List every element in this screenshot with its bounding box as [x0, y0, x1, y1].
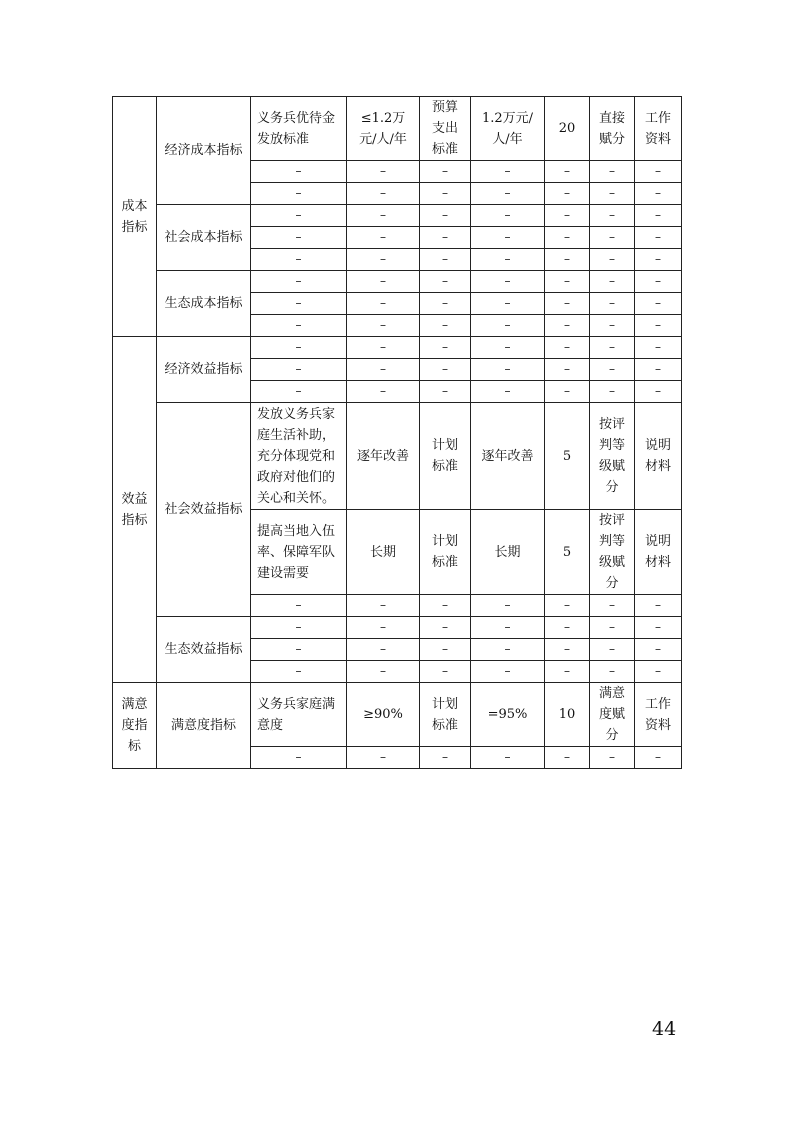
- score-cell: –: [545, 293, 590, 315]
- basis-cell: –: [420, 617, 471, 639]
- target-value-cell: –: [347, 271, 420, 293]
- secondary-indicator-cell: 经济效益指标: [157, 337, 251, 403]
- table-row: [113, 271, 682, 293]
- evidence-cell: –: [635, 661, 682, 683]
- basis-cell: 预算 支出 标准: [420, 97, 471, 161]
- evidence-cell: –: [635, 359, 682, 381]
- basis-cell: –: [420, 161, 471, 183]
- actual-value-cell: 1.2万元/ 人/年: [471, 97, 545, 161]
- score-cell: –: [545, 747, 590, 769]
- basis-cell: –: [420, 747, 471, 769]
- evidence-cell: –: [635, 639, 682, 661]
- scoring-method-cell: –: [590, 205, 635, 227]
- target-value-cell: ≥90%: [347, 683, 420, 747]
- indicator-name-cell: –: [251, 271, 347, 293]
- indicator-name-cell: 提高当地入伍 率、保障军队 建设需要: [251, 510, 347, 595]
- scoring-method-cell: –: [590, 617, 635, 639]
- basis-cell: –: [420, 227, 471, 249]
- indicator-name-cell: –: [251, 161, 347, 183]
- target-value-cell: –: [347, 183, 420, 205]
- score-cell: –: [545, 337, 590, 359]
- score-cell: –: [545, 315, 590, 337]
- score-cell: –: [545, 271, 590, 293]
- evidence-cell: –: [635, 205, 682, 227]
- actual-value-cell: –: [471, 227, 545, 249]
- indicator-name-cell: –: [251, 293, 347, 315]
- evidence-cell: 工作 资料: [635, 683, 682, 747]
- evidence-cell: –: [635, 271, 682, 293]
- evidence-cell: –: [635, 381, 682, 403]
- secondary-indicator-cell: 社会成本指标: [157, 205, 251, 271]
- target-value-cell: –: [347, 595, 420, 617]
- actual-value-cell: –: [471, 183, 545, 205]
- score-cell: –: [545, 249, 590, 271]
- indicator-name-cell: –: [251, 337, 347, 359]
- target-value-cell: –: [347, 381, 420, 403]
- scoring-method-cell: –: [590, 359, 635, 381]
- scoring-method-cell: –: [590, 639, 635, 661]
- basis-cell: 计划 标准: [420, 683, 471, 747]
- actual-value-cell: –: [471, 249, 545, 271]
- score-cell: –: [545, 205, 590, 227]
- score-cell: –: [545, 227, 590, 249]
- scoring-method-cell: –: [590, 595, 635, 617]
- target-value-cell: 长期: [347, 510, 420, 595]
- actual-value-cell: –: [471, 595, 545, 617]
- actual-value-cell: 长期: [471, 510, 545, 595]
- evidence-cell: –: [635, 227, 682, 249]
- scoring-method-cell: 直接 赋分: [590, 97, 635, 161]
- evidence-cell: –: [635, 617, 682, 639]
- basis-cell: –: [420, 359, 471, 381]
- target-value-cell: –: [347, 205, 420, 227]
- target-value-cell: –: [347, 315, 420, 337]
- indicator-name-cell: –: [251, 639, 347, 661]
- evidence-cell: 工作 资料: [635, 97, 682, 161]
- secondary-indicator-cell: 生态效益指标: [157, 617, 251, 683]
- indicator-name-cell: –: [251, 661, 347, 683]
- evidence-cell: –: [635, 249, 682, 271]
- evidence-cell: –: [635, 293, 682, 315]
- target-value-cell: 逐年改善: [347, 403, 420, 510]
- secondary-indicator-cell: 生态成本指标: [157, 271, 251, 337]
- target-value-cell: –: [347, 747, 420, 769]
- indicator-name-cell: 发放义务兵家 庭生活补助， 充分体现党和 政府对他们的 关心和关怀。: [251, 403, 347, 510]
- target-value-cell: –: [347, 661, 420, 683]
- scoring-method-cell: –: [590, 183, 635, 205]
- scoring-method-cell: –: [590, 747, 635, 769]
- basis-cell: –: [420, 315, 471, 337]
- score-cell: –: [545, 381, 590, 403]
- evidence-cell: –: [635, 183, 682, 205]
- evidence-cell: –: [635, 315, 682, 337]
- score-cell: 10: [545, 683, 590, 747]
- indicator-name-cell: –: [251, 747, 347, 769]
- score-cell: –: [545, 617, 590, 639]
- table-row: [113, 97, 682, 161]
- indicator-name-cell: –: [251, 183, 347, 205]
- scoring-method-cell: –: [590, 293, 635, 315]
- indicator-name-cell: 义务兵优待金 发放标准: [251, 97, 347, 161]
- indicator-name-cell: –: [251, 381, 347, 403]
- basis-cell: 计划 标准: [420, 510, 471, 595]
- scoring-method-cell: –: [590, 249, 635, 271]
- target-value-cell: –: [347, 293, 420, 315]
- score-cell: 20: [545, 97, 590, 161]
- evidence-cell: –: [635, 161, 682, 183]
- performance-indicator-table: [112, 96, 682, 769]
- actual-value-cell: –: [471, 271, 545, 293]
- actual-value-cell: –: [471, 293, 545, 315]
- basis-cell: 计划 标准: [420, 403, 471, 510]
- indicator-name-cell: –: [251, 249, 347, 271]
- actual-value-cell: –: [471, 337, 545, 359]
- target-value-cell: –: [347, 161, 420, 183]
- indicator-name-cell: –: [251, 359, 347, 381]
- indicator-name-cell: 义务兵家庭满 意度: [251, 683, 347, 747]
- actual-value-cell: 逐年改善: [471, 403, 545, 510]
- indicator-name-cell: –: [251, 205, 347, 227]
- indicator-name-cell: –: [251, 227, 347, 249]
- table-row: [113, 617, 682, 639]
- score-cell: –: [545, 359, 590, 381]
- target-value-cell: ≤1.2万 元/人/年: [347, 97, 420, 161]
- category-cell: 成本 指标: [113, 97, 157, 337]
- evidence-cell: –: [635, 595, 682, 617]
- scoring-method-cell: –: [590, 161, 635, 183]
- indicator-name-cell: –: [251, 315, 347, 337]
- basis-cell: –: [420, 381, 471, 403]
- actual-value-cell: –: [471, 315, 545, 337]
- category-cell: 满意 度指 标: [113, 683, 157, 769]
- actual-value-cell: –: [471, 381, 545, 403]
- evidence-cell: 说明 材料: [635, 403, 682, 510]
- indicator-name-cell: –: [251, 617, 347, 639]
- table-row: [113, 683, 682, 747]
- actual-value-cell: –: [471, 639, 545, 661]
- actual-value-cell: –: [471, 617, 545, 639]
- scoring-method-cell: –: [590, 337, 635, 359]
- evidence-cell: –: [635, 747, 682, 769]
- table-row: [113, 403, 682, 510]
- page-number: 44: [652, 1018, 677, 1040]
- table-row: [113, 205, 682, 227]
- scoring-method-cell: 按评 判等 级赋 分: [590, 510, 635, 595]
- actual-value-cell: –: [471, 161, 545, 183]
- target-value-cell: –: [347, 639, 420, 661]
- basis-cell: –: [420, 183, 471, 205]
- target-value-cell: –: [347, 249, 420, 271]
- target-value-cell: –: [347, 617, 420, 639]
- scoring-method-cell: –: [590, 661, 635, 683]
- basis-cell: –: [420, 661, 471, 683]
- indicator-name-cell: –: [251, 595, 347, 617]
- score-cell: –: [545, 595, 590, 617]
- actual-value-cell: –: [471, 359, 545, 381]
- basis-cell: –: [420, 337, 471, 359]
- evidence-cell: –: [635, 337, 682, 359]
- scoring-method-cell: –: [590, 381, 635, 403]
- actual-value-cell: –: [471, 661, 545, 683]
- score-cell: –: [545, 183, 590, 205]
- score-cell: 5: [545, 510, 590, 595]
- secondary-indicator-cell: 社会效益指标: [157, 403, 251, 617]
- scoring-method-cell: –: [590, 315, 635, 337]
- table-row: [113, 337, 682, 359]
- basis-cell: –: [420, 249, 471, 271]
- basis-cell: –: [420, 639, 471, 661]
- secondary-indicator-cell: 经济成本指标: [157, 97, 251, 205]
- basis-cell: –: [420, 271, 471, 293]
- scoring-method-cell: 满意 度赋 分: [590, 683, 635, 747]
- target-value-cell: –: [347, 227, 420, 249]
- basis-cell: –: [420, 293, 471, 315]
- score-cell: –: [545, 661, 590, 683]
- scoring-method-cell: –: [590, 227, 635, 249]
- evidence-cell: 说明 材料: [635, 510, 682, 595]
- score-cell: 5: [545, 403, 590, 510]
- basis-cell: –: [420, 205, 471, 227]
- score-cell: –: [545, 161, 590, 183]
- scoring-method-cell: 按评 判等 级赋 分: [590, 403, 635, 510]
- target-value-cell: –: [347, 337, 420, 359]
- actual-value-cell: =95%: [471, 683, 545, 747]
- secondary-indicator-cell: 满意度指标: [157, 683, 251, 769]
- score-cell: –: [545, 639, 590, 661]
- actual-value-cell: –: [471, 747, 545, 769]
- target-value-cell: –: [347, 359, 420, 381]
- category-cell: 效益 指标: [113, 337, 157, 683]
- scoring-method-cell: –: [590, 271, 635, 293]
- actual-value-cell: –: [471, 205, 545, 227]
- basis-cell: –: [420, 595, 471, 617]
